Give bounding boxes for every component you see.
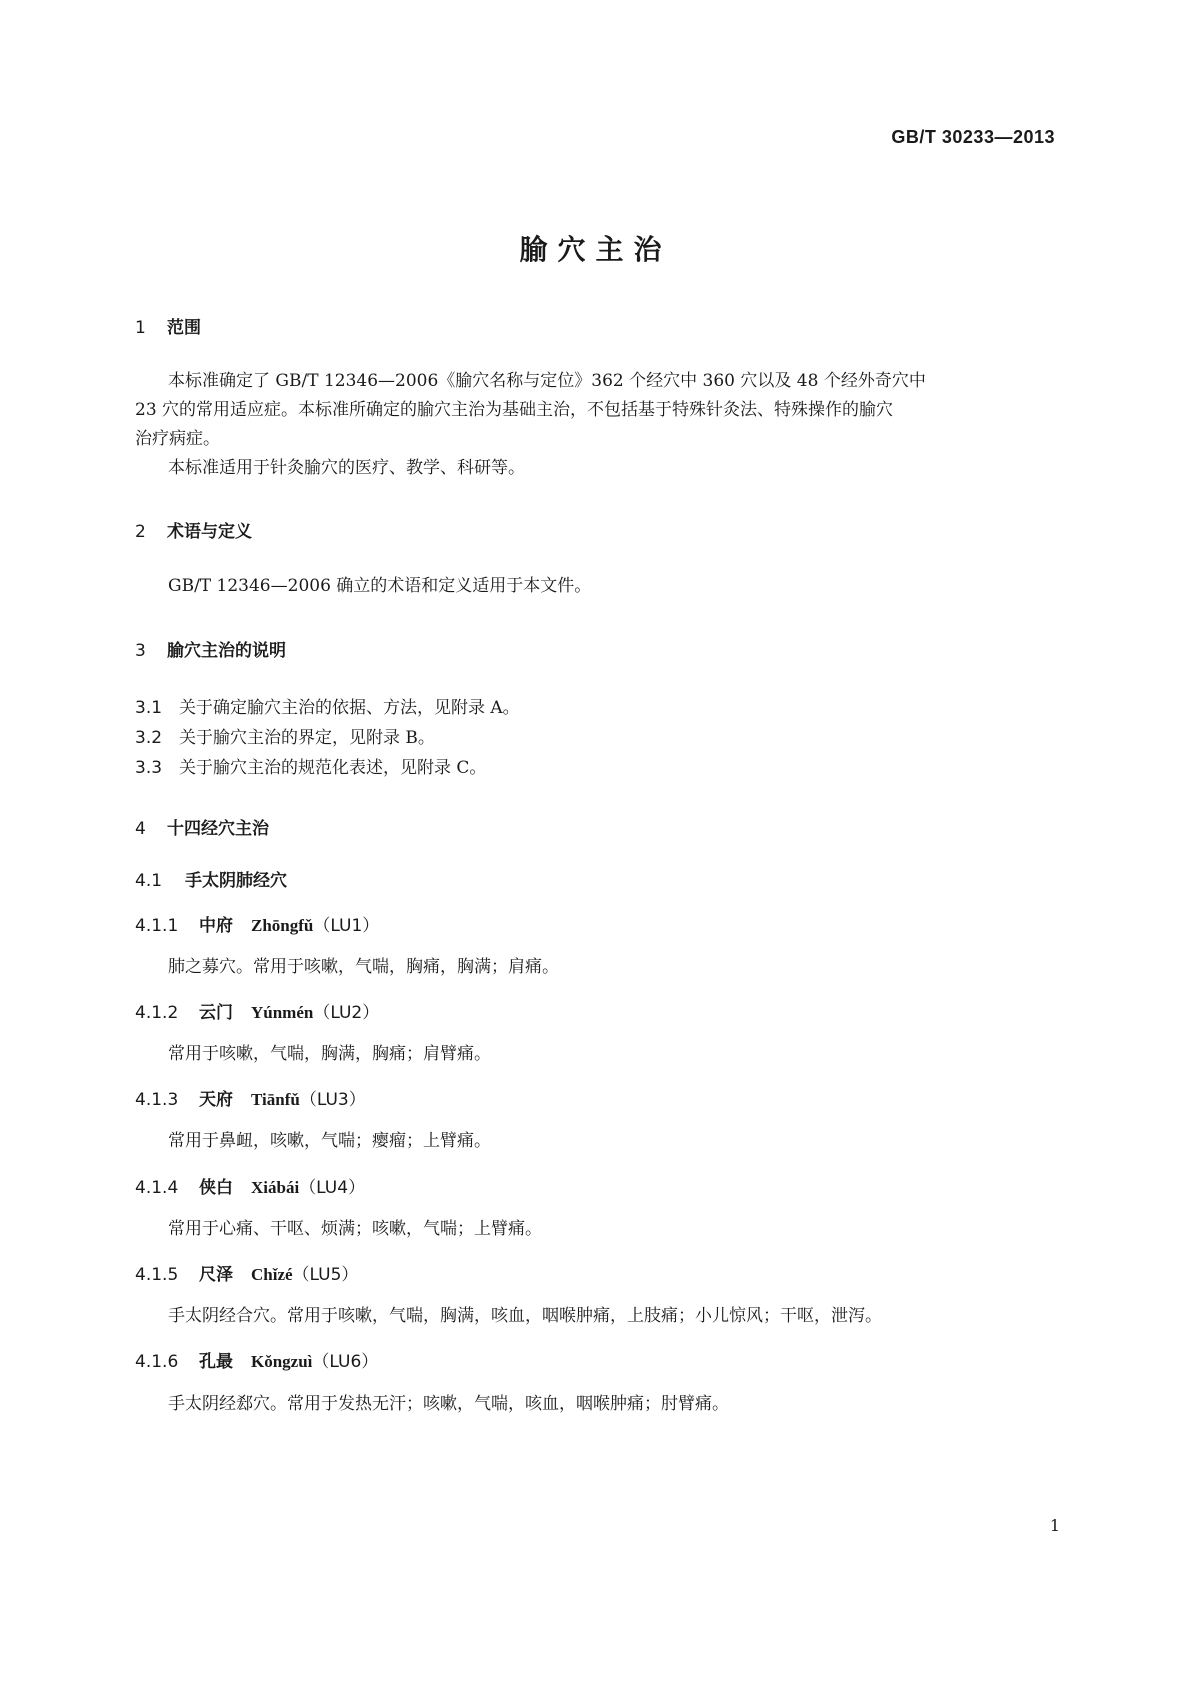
point-description: 手太阴经郄穴。常用于发热无汗；咳嗽，气喘，咳血，咽喉肿痛；肘臂痛。 — [168, 1394, 729, 1414]
clause-3-1 — [135, 693, 520, 718]
point-description: 常用于鼻衄，咳嗽，气喘；瘿瘤；上臂痛。 — [168, 1131, 491, 1151]
clause-text: 关于腧穴主治的规范化表述，见附录 C。 — [179, 758, 487, 778]
point-4-1-1-heading — [135, 911, 379, 936]
point-description: 肺之募穴。常用于咳嗽，气喘，胸痛，胸满；肩痛。 — [168, 957, 559, 977]
point-name: 中府 — [199, 916, 233, 936]
point-pinyin: Zhōngfǔ — [251, 916, 314, 935]
section-title: 腧穴主治的说明 — [167, 641, 286, 661]
point-number: 4.1.4 — [135, 1178, 179, 1198]
section-number: 4 — [135, 819, 146, 839]
subsection-4-1-heading — [135, 866, 287, 891]
section-number: 2 — [135, 522, 146, 542]
point-4-1-2-heading — [135, 998, 379, 1023]
point-description: 常用于咳嗽，气喘，胸满，胸痛；肩臂痛。 — [168, 1044, 491, 1064]
point-4-1-3-heading — [135, 1085, 366, 1110]
point-pinyin: Yúnmén — [251, 1003, 314, 1022]
clause-text: 关于腧穴主治的界定，见附录 B。 — [179, 728, 435, 748]
standard-code: GB/T 30233—2013 — [891, 127, 1055, 147]
paragraph: GB/T 12346—2006 确立的术语和定义适用于本文件。 — [168, 576, 592, 596]
section-1-heading — [135, 313, 201, 338]
point-4-1-6-heading — [135, 1347, 378, 1372]
point-name: 侠白 — [199, 1178, 233, 1198]
point-description: 手太阴经合穴。常用于咳嗽，气喘，胸满，咳血，咽喉肿痛，上肢痛；小儿惊风；干呕，泄泻。 — [168, 1306, 882, 1326]
point-4-1-5-heading — [135, 1260, 358, 1285]
subsection-number: 4.1 — [135, 871, 163, 891]
point-number: 4.1.2 — [135, 1003, 179, 1023]
point-4-1-4-heading — [135, 1173, 365, 1198]
point-name: 尺泽 — [199, 1265, 233, 1285]
point-number: 4.1.3 — [135, 1090, 179, 1110]
section-number: 3 — [135, 641, 146, 661]
clause-number: 3.3 — [135, 758, 163, 778]
clause-3-3 — [135, 753, 486, 778]
point-code: （LU3） — [299, 1090, 366, 1110]
document-title: 腧穴主治 — [519, 233, 672, 266]
section-2-heading — [135, 517, 252, 542]
point-code: （LU6） — [312, 1352, 379, 1372]
point-number: 4.1.6 — [135, 1352, 179, 1372]
point-code: （LU1） — [313, 916, 380, 936]
page-number: 1 — [1049, 1516, 1060, 1535]
section-3-heading — [135, 636, 286, 661]
paragraph: 本标准适用于针灸腧穴的医疗、教学、科研等。 — [168, 458, 525, 478]
point-number: 4.1.5 — [135, 1265, 179, 1285]
paragraph: 本标准确定了 GB/T 12346—2006《腧穴名称与定位》362 个经穴中 360 穴以及 48 个经外奇穴中 — [168, 371, 926, 391]
point-name: 孔最 — [199, 1352, 233, 1372]
subsection-title: 手太阴肺经穴 — [185, 871, 287, 891]
section-title: 范围 — [167, 318, 201, 338]
point-pinyin: Kǒngzuì — [251, 1352, 313, 1371]
point-code: （LU2） — [313, 1003, 380, 1023]
clause-number: 3.2 — [135, 728, 163, 748]
point-name: 天府 — [199, 1090, 233, 1110]
point-number: 4.1.1 — [135, 916, 179, 936]
section-number: 1 — [135, 318, 146, 338]
paragraph: 治疗病症。 — [135, 429, 220, 449]
section-title: 术语与定义 — [167, 522, 252, 542]
paragraph: 23 穴的常用适应症。本标准所确定的腧穴主治为基础主治，不包括基于特殊针灸法、特殊操作的腧穴 — [135, 400, 894, 420]
point-code: （LU4） — [299, 1178, 366, 1198]
point-code: （LU5） — [292, 1265, 359, 1285]
section-title: 十四经穴主治 — [167, 819, 269, 839]
point-name: 云门 — [199, 1003, 233, 1023]
section-4-heading — [135, 814, 269, 839]
point-pinyin: Tiānfǔ — [251, 1090, 300, 1109]
point-description: 常用于心痛、干呕、烦满；咳嗽，气喘；上臂痛。 — [168, 1219, 542, 1239]
clause-text: 关于确定腧穴主治的依据、方法，见附录 A。 — [179, 698, 520, 718]
clause-number: 3.1 — [135, 698, 163, 718]
clause-3-2 — [135, 723, 435, 748]
point-pinyin: Xiábái — [251, 1178, 300, 1197]
point-pinyin: Chǐzé — [251, 1265, 293, 1284]
